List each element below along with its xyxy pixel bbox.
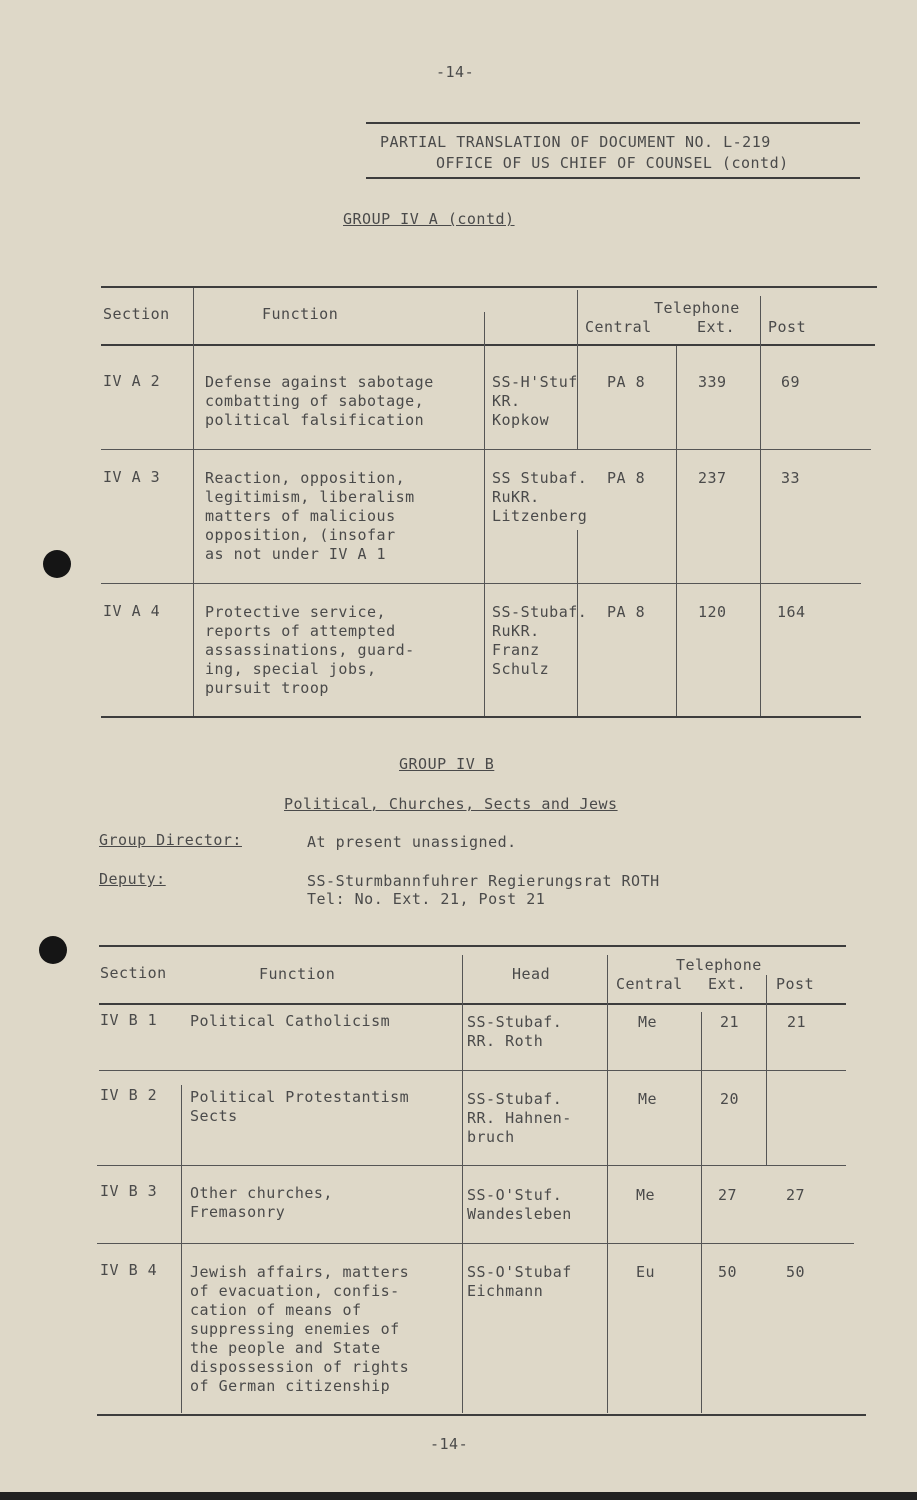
- row-post: 27: [786, 1186, 806, 1204]
- row-ext: 21: [720, 1013, 740, 1031]
- row-function: Reaction, opposition, legitimism, liberalism matters of malicious opposition, (insofar as not under IV A 1: [205, 469, 415, 563]
- row-function: Jewish affairs, matters of evacuation, confis- cation of means of suppressing enemies of the people and State dispossession of rights of German citizenship: [190, 1263, 410, 1395]
- row-central: Me: [636, 1186, 656, 1204]
- col-post-header: Post: [776, 975, 815, 993]
- row-function: Political Protestantism Sects: [190, 1088, 410, 1125]
- group-director-value: At present unassigned.: [307, 833, 517, 851]
- title-rule-top: [366, 122, 860, 124]
- row-section: IV B 1: [100, 1011, 158, 1029]
- row-section: IV B 4: [100, 1261, 158, 1279]
- row-post: 50: [786, 1263, 806, 1281]
- row-head: SS Stubaf. RuKR. Litzenberg: [492, 469, 588, 525]
- page-bottom-edge: [0, 1492, 917, 1500]
- row-function: Protective service, reports of attempted assassinations, guard- ing, special jobs, pursuit troop: [205, 603, 415, 697]
- row-section: IV B 2: [100, 1086, 158, 1104]
- deputy-value-line1: SS-Sturmbannfuhrer Regierungsrat ROTH: [307, 872, 660, 890]
- row-central: PA 8: [607, 603, 646, 621]
- col-function-header: Function: [259, 965, 336, 983]
- row-ext: 120: [698, 603, 727, 621]
- row-ext: 27: [718, 1186, 738, 1204]
- row-post: 33: [781, 469, 801, 487]
- page-number-bottom: -14-: [430, 1435, 469, 1453]
- row-central: Eu: [636, 1263, 656, 1281]
- group-b-subheading: Political, Churches, Sects and Jews: [284, 795, 618, 813]
- row-head: SS-Stubaf. RR. Hahnen- bruch: [467, 1090, 572, 1146]
- row-section: IV A 4: [103, 602, 161, 620]
- deputy-value-line2: Tel: No. Ext. 21, Post 21: [307, 890, 546, 908]
- col-telephone-header: Telephone: [676, 956, 762, 974]
- col-section-header: Section: [100, 964, 167, 982]
- row-ext: 50: [718, 1263, 738, 1281]
- col-ext-header: Ext.: [708, 975, 747, 993]
- group-b-heading: GROUP IV B: [399, 755, 495, 773]
- col-head-header: Head: [512, 965, 551, 983]
- col-telephone-header: Telephone: [654, 299, 740, 317]
- title-rule-bottom: [366, 177, 860, 179]
- row-section: IV B 3: [100, 1182, 158, 1200]
- row-head: SS-H'Stuf KR. Kopkow: [492, 373, 578, 429]
- row-post: 164: [777, 603, 806, 621]
- deputy-label: Deputy:: [99, 870, 166, 888]
- row-head: SS-Stubaf. RR. Roth: [467, 1013, 563, 1050]
- group-director-label: Group Director:: [99, 831, 242, 849]
- col-function-header: Function: [262, 305, 339, 323]
- row-post: 21: [787, 1013, 807, 1031]
- group-a-heading: GROUP IV A (contd): [343, 210, 515, 228]
- col-post-header: Post: [768, 318, 807, 336]
- document-title-line2: OFFICE OF US CHIEF OF COUNSEL (contd): [436, 154, 789, 172]
- row-section: IV A 2: [103, 372, 161, 390]
- punch-hole-lower: [39, 936, 67, 964]
- punch-hole-upper: [43, 550, 71, 578]
- col-section-header: Section: [103, 305, 170, 323]
- row-function: Other churches, Fremasonry: [190, 1184, 333, 1221]
- col-ext-header: Ext.: [697, 318, 736, 336]
- row-ext: 339: [698, 373, 727, 391]
- row-function: Defense against sabotage combatting of sabotage, political falsification: [205, 373, 434, 429]
- row-head: SS-O'Stubaf Eichmann: [467, 1263, 572, 1300]
- row-central: PA 8: [607, 469, 646, 487]
- col-central-header: Central: [616, 975, 683, 993]
- row-post: 69: [781, 373, 801, 391]
- row-head: SS-Stubaf. RuKR. Franz Schulz: [492, 603, 588, 678]
- page-number-top: -14-: [436, 63, 475, 81]
- document-title-line1: PARTIAL TRANSLATION OF DOCUMENT NO. L-219: [380, 133, 771, 151]
- row-central: PA 8: [607, 373, 646, 391]
- row-head: SS-O'Stuf. Wandesleben: [467, 1186, 572, 1223]
- row-ext: 237: [698, 469, 727, 487]
- col-central-header: Central: [585, 318, 652, 336]
- row-central: Me: [638, 1090, 658, 1108]
- row-central: Me: [638, 1013, 658, 1031]
- row-section: IV A 3: [103, 468, 161, 486]
- row-ext: 20: [720, 1090, 740, 1108]
- row-function: Political Catholicism: [190, 1012, 391, 1030]
